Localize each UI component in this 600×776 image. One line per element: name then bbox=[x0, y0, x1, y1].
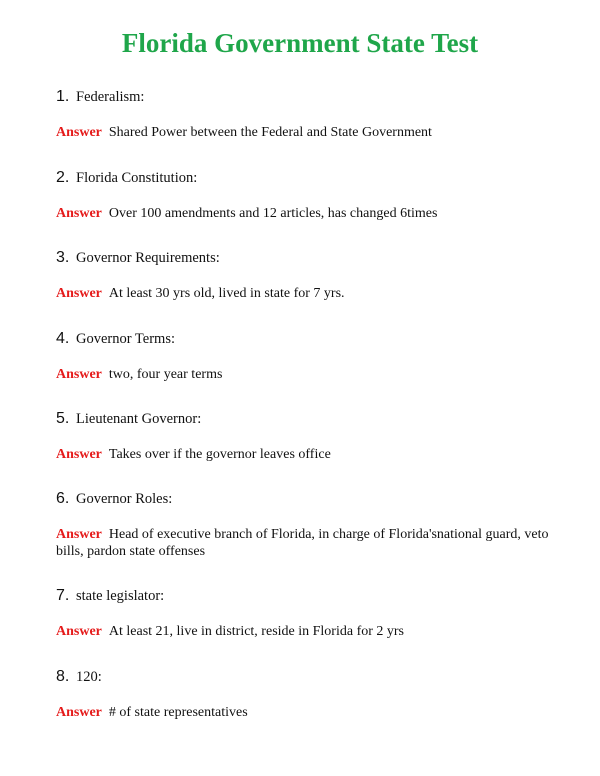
qa-item-5 bbox=[56, 410, 556, 463]
qa-item-1 bbox=[56, 88, 556, 141]
question-text: state legislator: bbox=[76, 588, 165, 604]
question-text: Governor Requirements: bbox=[76, 250, 220, 266]
answer-text: Head of executive branch of Florida, in charge of Florida'snational guard, veto bills, pardon state offenses bbox=[56, 527, 549, 559]
question-text: Governor Roles: bbox=[76, 491, 173, 507]
question-number: 4. bbox=[56, 330, 70, 347]
answer-text: At least 21, live in district, reside in Florida for 2 yrs bbox=[108, 624, 405, 639]
qa-item-3 bbox=[56, 249, 556, 302]
answer-label: Answer bbox=[56, 527, 102, 542]
question-number: 7. bbox=[56, 587, 70, 604]
answer-label: Answer bbox=[56, 125, 102, 140]
question-number: 2. bbox=[56, 169, 70, 186]
question-number: 1. bbox=[56, 88, 70, 105]
answer-text: Shared Power between the Federal and State Government bbox=[108, 125, 432, 140]
answer-label: Answer bbox=[56, 206, 102, 221]
question-number: 6. bbox=[56, 490, 70, 507]
answer-text: # of state representatives bbox=[108, 705, 248, 720]
answer-label: Answer bbox=[56, 705, 102, 720]
qa-item-2 bbox=[56, 169, 556, 222]
question-text: Federalism: bbox=[76, 89, 145, 105]
question-number: 8. bbox=[56, 668, 70, 685]
question-text: 120: bbox=[76, 669, 102, 685]
answer-label: Answer bbox=[56, 447, 102, 462]
question-text: Lieutenant Governor: bbox=[76, 411, 202, 427]
qa-item-4 bbox=[56, 330, 556, 383]
answer-text: At least 30 yrs old, lived in state for 7 yrs. bbox=[108, 286, 345, 301]
answer-label: Answer bbox=[56, 286, 102, 301]
answer-label: Answer bbox=[56, 367, 102, 382]
question-text: Governor Terms: bbox=[76, 331, 175, 347]
answer-text: Over 100 amendments and 12 articles, has changed 6times bbox=[108, 206, 438, 221]
question-text: Florida Constitution: bbox=[76, 170, 198, 186]
qa-item-6 bbox=[56, 490, 556, 560]
answer-text: two, four year terms bbox=[108, 367, 223, 382]
answer-text: Takes over if the governor leaves office bbox=[108, 447, 331, 462]
document-title: Florida Government State Test bbox=[121, 28, 479, 58]
qa-item-8 bbox=[56, 668, 556, 721]
qa-item-7 bbox=[56, 587, 556, 640]
answer-label: Answer bbox=[56, 624, 102, 639]
question-number: 5. bbox=[56, 410, 70, 427]
question-number: 3. bbox=[56, 249, 70, 266]
